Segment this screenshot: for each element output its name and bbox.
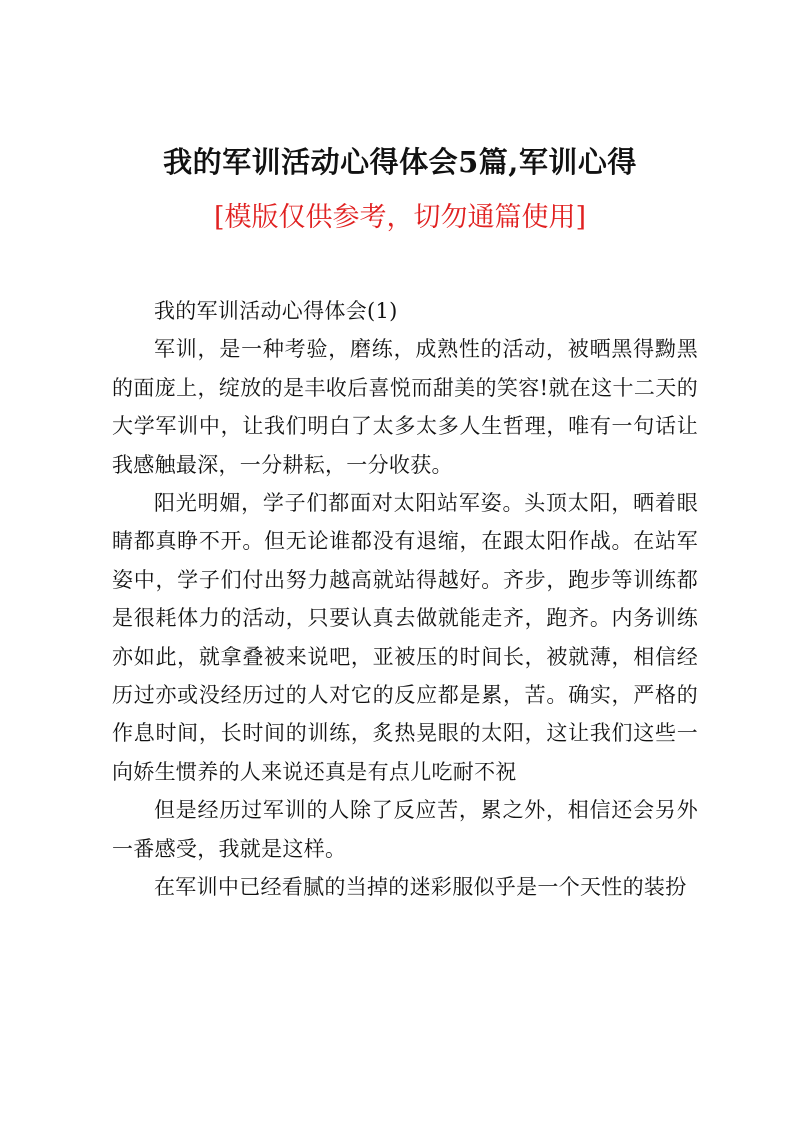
- paragraph: 阳光明媚，学子们都面对太阳站军姿。头顶太阳，晒着眼睛都真睁不开。但无论谁都没有退缩，在跟太阳作战。在站军姿中，学子们付出努力越高就站得越好。齐步，跑步等训练都是很耗体力的活动，只要认真去做就能走齐，跑齐。内务训练亦如此，就拿叠被来说吧，亚被压的时间长，被就薄，相信经历过亦或没经历过的人对它的反应都是累，苦。确实，严格的作息时间，长时间的训练，炙热晃眼的太阳，这让我们这些一向娇生惯养的人来说还真是有点儿吃耐不祝: [112, 491, 698, 784]
- paragraph: 军训，是一种考验，磨练，成熟性的活动，被晒黑得黝黑的面庞上，绽放的是丰收后喜悦而甜美的笑容!就在这十二天的大学军训中，让我们明白了太多太多人生哲理，唯有一句话让我感触最深，一分耕耘，一分收获。: [112, 337, 698, 477]
- section-heading: 我的军训活动心得体会(1): [154, 299, 398, 323]
- template-notice: [模版仅供参考，切勿通篇使用]: [213, 202, 587, 233]
- paragraph: 在军训中已经看腻的当掉的迷彩服似乎是一个天性的装扮: [154, 875, 687, 900]
- paragraph: 但是经历过军训的人除了反应苦，累之外，相信还会另外一番感受，我就是这样。: [112, 798, 698, 861]
- document-body: [112, 292, 698, 907]
- document-title: 我的军训活动心得体会5篇,军训心得: [163, 145, 637, 179]
